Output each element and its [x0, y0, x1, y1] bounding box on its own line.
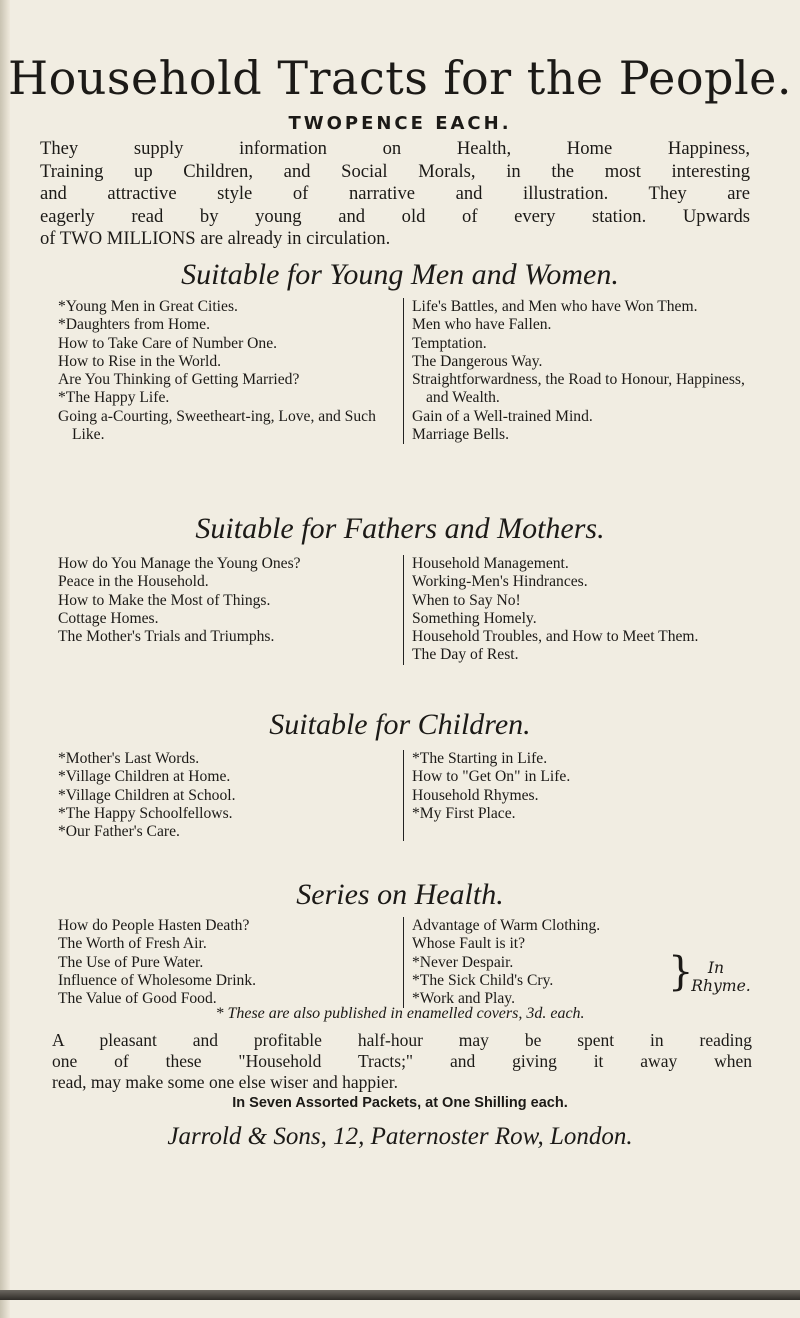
tract-title: Something Homely.	[412, 609, 537, 627]
tract-title: *Mother's Last Words.	[58, 750, 200, 767]
tract-title: Household Management.	[412, 555, 569, 572]
tract-title: The Worth of Fresh Air.	[58, 935, 207, 953]
tract-title: *The Starting in Life.	[412, 750, 548, 767]
left-column	[58, 298, 388, 444]
tract-title: Going a-Courting, Sweetheart-ing, Love, and Such Like.	[58, 407, 376, 444]
tract-title: Household Rhymes.	[412, 786, 539, 804]
tract-title: Household Troubles, and How to Meet Them.	[412, 628, 699, 646]
tract-title: *Our Father's Care.	[58, 823, 180, 841]
tract-title: The Value of Good Food.	[58, 990, 217, 1008]
right-column	[403, 298, 757, 444]
tract-title: How to "Get On" in Life.	[412, 768, 571, 786]
rhyme-label-rhyme: Rhyme.	[691, 977, 751, 995]
tract-title: Whose Fault is it?	[412, 935, 526, 953]
tract-title: *My First Place.	[412, 804, 516, 822]
tract-title: Peace in the Household.	[58, 573, 209, 591]
tract-title: *Young Men in Great Cities.	[58, 298, 238, 315]
closing-line: read, may make some one else wiser and happier.	[52, 1072, 398, 1092]
tract-title: Men who have Fallen.	[412, 316, 552, 334]
section-heading-health: Series on Health.	[296, 878, 504, 911]
tract-title: How do You Manage the Young Ones?	[58, 555, 301, 572]
left-column	[58, 555, 388, 646]
right-column	[403, 555, 757, 665]
tract-title: *Daughters from Home.	[58, 316, 211, 334]
intro-line: Training up Children, and Social Morals, in the most interesting	[40, 160, 750, 182]
tract-title: *The Sick Child's Cry.	[412, 971, 554, 989]
section-heading-young-men-women: Suitable for Young Men and Women.	[181, 258, 619, 291]
intro-line: and attractive style of narrative and illustration. They are	[40, 183, 750, 204]
left-column	[58, 750, 388, 841]
intro-paragraph	[40, 138, 750, 251]
tract-title: *Village Children at School.	[58, 786, 236, 804]
tract-title: Gain of a Well-trained Mind.	[412, 407, 593, 425]
right-column	[403, 750, 757, 841]
tract-title: How to Take Care of Number One.	[58, 334, 278, 352]
tract-title: How to Rise in the World.	[58, 352, 222, 370]
right-brace: }	[668, 949, 694, 995]
tract-title: *The Happy Schoolfellows.	[58, 804, 233, 822]
publisher-imprint: Jarrold & Sons, 12, Paternoster Row, London.	[167, 1123, 633, 1150]
tract-title: Working-Men's Hindrances.	[412, 573, 588, 591]
tract-title: The Day of Rest.	[412, 646, 519, 664]
price-subtitle: TWOPENCE EACH.	[288, 113, 512, 134]
closing-line: A pleasant and profitable half-hour may be spent in reading	[52, 1030, 752, 1050]
right-column	[403, 917, 652, 1008]
intro-line: of TWO MILLIONS are already in circulation.	[40, 228, 391, 249]
tract-title: *The Happy Life.	[58, 389, 170, 407]
tract-title: How do People Hasten Death?	[58, 917, 250, 934]
tract-title: Are You Thinking of Getting Married?	[58, 371, 300, 389]
tract-title: Advantage of Warm Clothing.	[412, 917, 601, 934]
tract-title: *Work and Play.	[412, 990, 515, 1008]
tract-title: The Use of Pure Water.	[58, 953, 204, 971]
intro-line: eagerly read by young and old of every station. Upwards	[40, 205, 750, 227]
tract-title: Marriage Bells.	[412, 426, 509, 444]
tract-title: Cottage Homes.	[58, 609, 159, 627]
page-edge-shadow	[0, 0, 10, 1318]
packets-line: In Seven Assorted Packets, at One Shilling each.	[232, 1095, 568, 1111]
closing-line: one of these "Household Tracts;" and giving it away when	[52, 1051, 752, 1071]
tract-title: *Never Despair.	[412, 953, 514, 971]
tract-title: The Mother's Trials and Triumphs.	[58, 628, 275, 646]
tract-title: Life's Battles, and Men who have Won Them.	[412, 298, 698, 315]
section-heading-children: Suitable for Children.	[269, 708, 531, 741]
tract-title: Temptation.	[412, 334, 487, 352]
intro-line: They supply information on Health, Home Happiness,	[40, 138, 750, 159]
bottom-edge-bar	[0, 1290, 800, 1300]
tract-title: The Dangerous Way.	[412, 352, 543, 370]
closing-paragraph	[52, 1030, 752, 1093]
section-heading-fathers-mothers: Suitable for Fathers and Mothers.	[195, 512, 605, 545]
tract-title: Straightforwardness, the Road to Honour, Happiness, and Wealth.	[412, 371, 745, 407]
tract-title: Influence of Wholesome Drink.	[58, 971, 257, 989]
rhyme-label-in: In	[707, 959, 725, 977]
tract-title: How to Make the Most of Things.	[58, 591, 271, 609]
page-title: Household Tracts for the People.	[7, 51, 793, 105]
tract-title: When to Say No!	[412, 591, 521, 609]
enamelled-covers-note: * These are also published in enamelled covers, 3d. each.	[215, 1005, 585, 1022]
tract-title: *Village Children at Home.	[58, 768, 231, 786]
left-column	[58, 917, 388, 1008]
